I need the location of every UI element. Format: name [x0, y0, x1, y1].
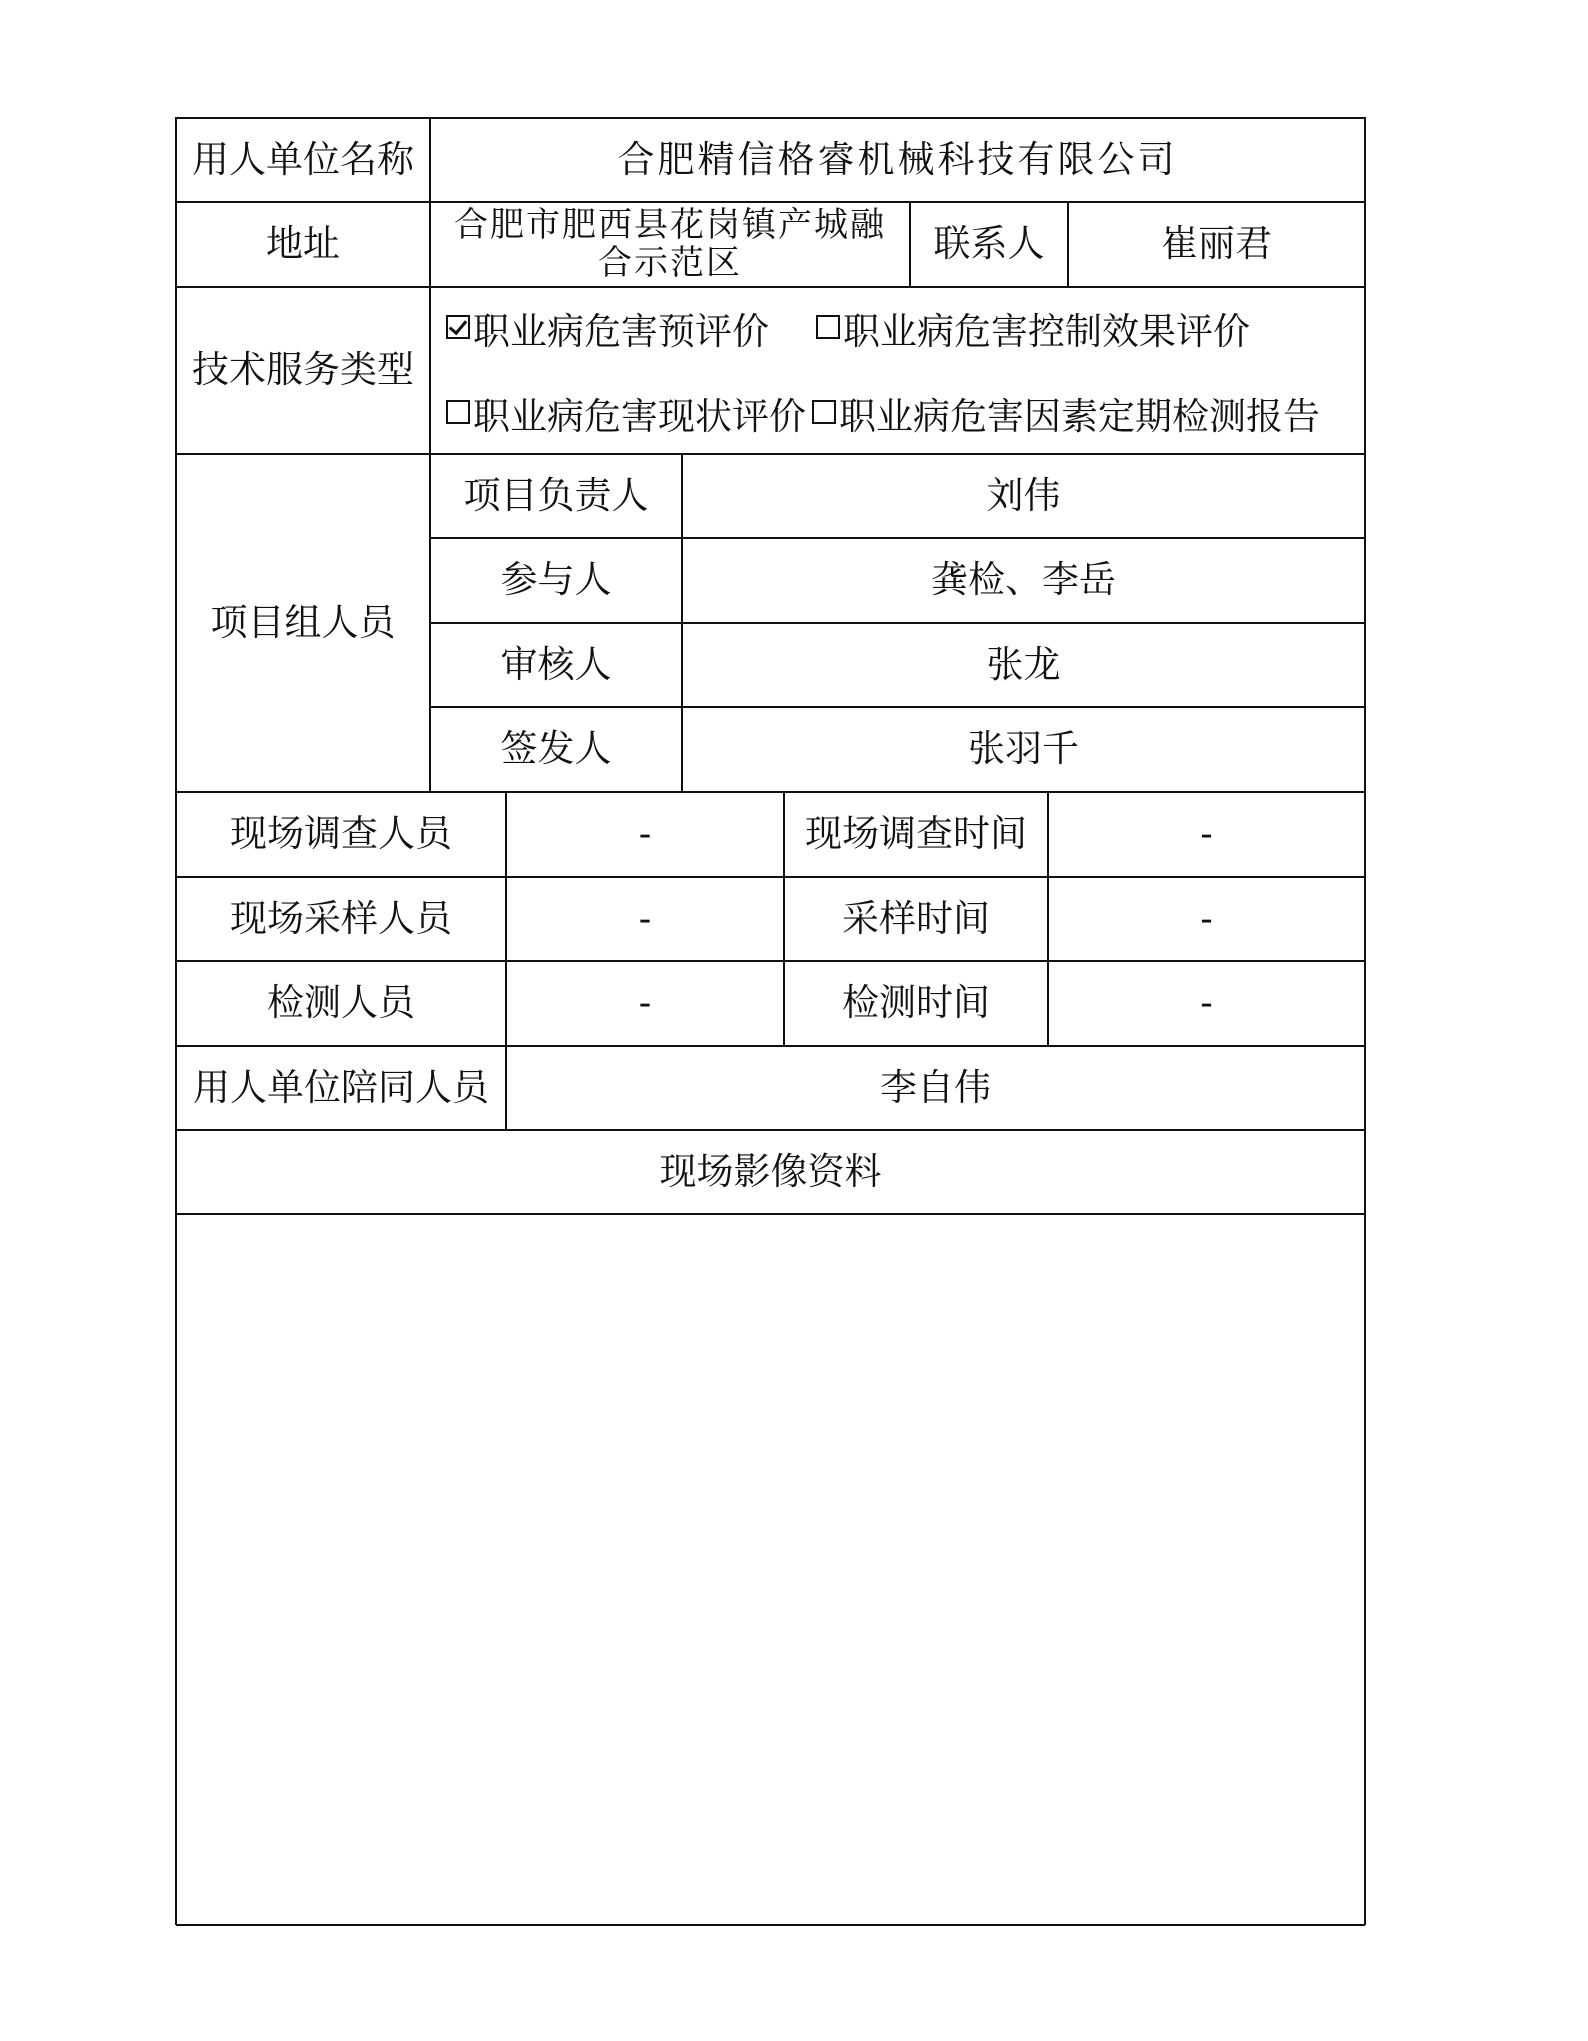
- service-option-periodic-detection[interactable]: [812, 390, 1320, 436]
- field-survey-staff-label: 现场调查人员: [230, 812, 452, 856]
- address-label: 地址: [266, 222, 340, 266]
- unit-name-value: 合肥精信格睿机械科技有限公司: [617, 137, 1178, 181]
- service-type-label: 技术服务类型: [192, 348, 414, 392]
- team-name-participant: 龚检、李岳: [931, 558, 1116, 602]
- team-role-reviewer: 审核人: [500, 642, 612, 686]
- unit-name-label: 用人单位名称: [192, 137, 414, 181]
- table-border-bottom: [176, 1924, 1365, 1926]
- checkbox-unchecked-icon[interactable]: [816, 315, 840, 339]
- service-option-pre-evaluation[interactable]: [446, 305, 769, 351]
- team-name-issuer: 张羽千: [968, 727, 1079, 771]
- accompany-value: 李自伟: [880, 1065, 991, 1109]
- service-option-status-evaluation[interactable]: [446, 390, 806, 436]
- sampling-staff-value: -: [638, 896, 652, 940]
- checkbox-unchecked-icon[interactable]: [812, 400, 836, 424]
- address-value: 合肥市肥西县花岗镇产城融合示范区: [454, 205, 886, 283]
- detection-staff-value: -: [638, 981, 652, 1025]
- sampling-time-value: -: [1200, 896, 1213, 940]
- sampling-staff-label: 现场采样人员: [230, 896, 452, 940]
- field-survey-staff-value: -: [638, 812, 652, 856]
- detection-staff-label: 检测人员: [267, 981, 415, 1025]
- team-role-participant: 参与人: [500, 558, 612, 602]
- service-option-label: 职业病危害因素定期检测报告: [839, 395, 1320, 438]
- team-role-leader: 项目负责人: [463, 473, 649, 517]
- images-section-title: 现场影像资料: [659, 1149, 882, 1193]
- checkbox-unchecked-icon[interactable]: [446, 400, 470, 424]
- team-name-leader: 刘伟: [986, 473, 1061, 517]
- service-option-label: 职业病危害预评价: [473, 310, 769, 353]
- checkbox-checked-icon[interactable]: [446, 315, 470, 339]
- project-team-label: 项目组人员: [210, 600, 396, 644]
- detection-time-label: 检测时间: [842, 981, 990, 1025]
- field-survey-time-label: 现场调查时间: [805, 812, 1027, 856]
- accompany-label: 用人单位陪同人员: [193, 1065, 489, 1109]
- service-option-control-effect[interactable]: [816, 305, 1250, 351]
- team-name-reviewer: 张龙: [986, 642, 1061, 686]
- contact-value: 崔丽君: [1161, 222, 1272, 266]
- contact-label: 联系人: [933, 222, 1045, 266]
- service-option-label: 职业病危害控制效果评价: [843, 310, 1250, 353]
- images-area: [177, 1215, 1364, 1924]
- field-survey-time-value: -: [1200, 812, 1213, 856]
- team-role-issuer: 签发人: [500, 727, 612, 771]
- service-option-label: 职业病危害现状评价: [473, 395, 806, 438]
- detection-time-value: -: [1200, 981, 1213, 1025]
- sampling-time-label: 采样时间: [842, 896, 990, 940]
